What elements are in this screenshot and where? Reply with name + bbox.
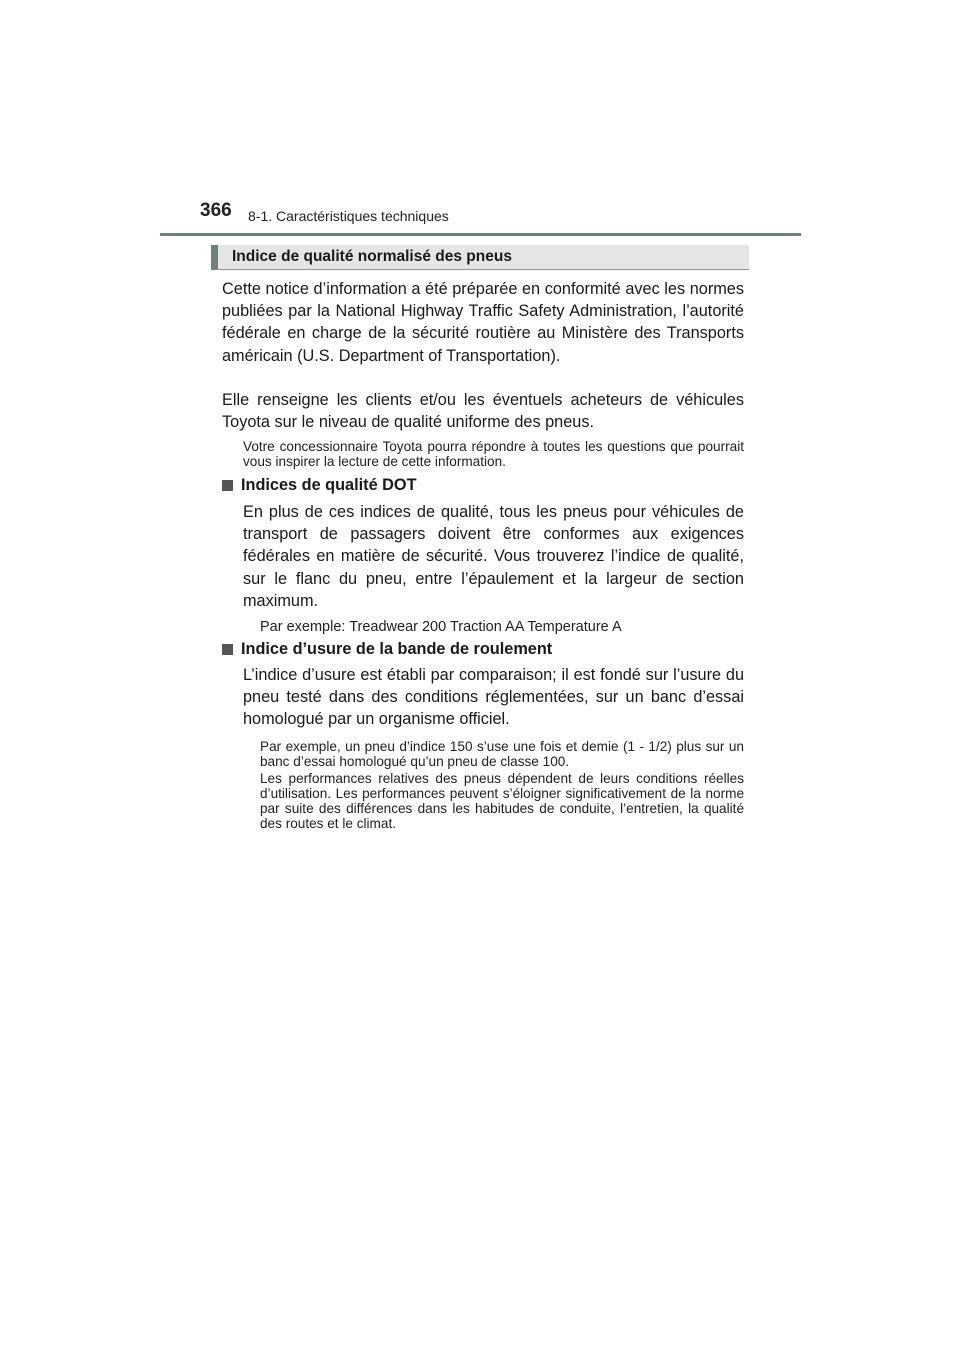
section-header-bar <box>211 245 749 270</box>
square-bullet-icon <box>222 480 233 491</box>
intro-paragraph-1: Cette notice d’information a été préparée en conformité avec les normes publiées par la National Highway Traffic Safety Administration, l’autorité fédérale en charge de la sécurité routière au Ministère des Transports américain (U.S. Department of Transportation). <box>222 280 744 365</box>
intro-note: Votre concessionnaire Toyota pourra répondre à toutes les questions que pourrait vous inspirer la lecture de cette information. <box>243 439 744 469</box>
dot-heading <box>222 476 417 495</box>
treadwear-heading-label: Indice d’usure de la bande de roulement <box>241 640 553 658</box>
treadwear-note-1: Par exemple, un pneu d’indice 150 s’use une fois et demie (1 - 1/2) plus sur un banc d’essai homologué qu’un pneu de classe 100. <box>260 739 744 769</box>
square-bullet-icon <box>222 644 233 655</box>
dot-heading-label: Indices de qualité DOT <box>241 476 417 494</box>
section-title: Indice de qualité normalisé des pneus <box>232 248 512 265</box>
header-rule <box>160 233 801 236</box>
dot-example: Par exemple: Treadwear 200 Traction AA Temperature A <box>260 619 622 635</box>
intro-paragraph-2: Elle renseigne les clients et/ou les éventuels acheteurs de véhicules Toyota sur le niveau de qualité uniforme des pneus. <box>222 391 744 432</box>
treadwear-note-2: Les performances relatives des pneus dépendent de leurs conditions réelles d’utilisation. Les performances peuvent s’éloigner significativement de la norme par suite des différences dans les habitudes de conduite, l’entretien, la qualité des routes et le climat. <box>260 771 744 831</box>
chapter-title: 8-1. Caractéristiques techniques <box>248 208 449 224</box>
treadwear-heading <box>222 640 552 659</box>
dot-paragraph: En plus de ces indices de qualité, tous les pneus pour véhicules de transport de passagers doivent être conformes aux exigences fédérales en matière de sécurité. Vous trouverez l’indice de qualité, sur le flanc du pneu, entre l’épaulement et la largeur de section maximum. <box>243 503 744 610</box>
page-number: 366 <box>200 200 232 221</box>
treadwear-paragraph: L’indice d’usure est établi par comparaison; il est fondé sur l’usure du pneu testé dans des conditions réglementées, sur un banc d’essai homologué par un organisme officiel. <box>243 666 744 729</box>
